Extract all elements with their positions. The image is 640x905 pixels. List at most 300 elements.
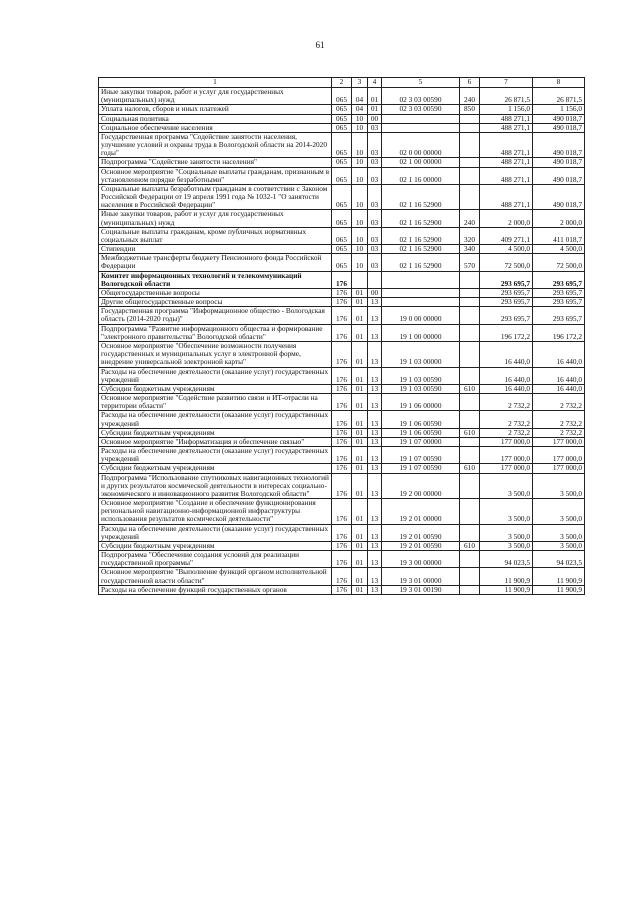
amount-year2-cell: 16 440,0 bbox=[533, 367, 585, 384]
expense-type-cell bbox=[460, 158, 480, 167]
section-code-cell: 01 bbox=[352, 307, 368, 324]
row-name-cell: Основное мероприятие "Социальные выплаты гражданам, признанным в установленном порядке безработными" bbox=[99, 167, 332, 184]
table-row bbox=[99, 341, 585, 367]
amount-year2-cell: 293 695,7 bbox=[533, 288, 585, 297]
amount-year2-cell: 11 900,9 bbox=[533, 568, 585, 585]
admin-code-cell: 176 bbox=[332, 447, 352, 464]
subsection-code-cell: 13 bbox=[368, 499, 382, 525]
subsection-code-cell bbox=[368, 271, 382, 288]
row-name-cell: Другие общегосударственные вопросы bbox=[99, 298, 332, 307]
column-number: 4 bbox=[368, 78, 382, 88]
row-name-cell: Расходы на обеспечение деятельности (оказание услуг) государственных учреждений bbox=[99, 447, 332, 464]
expense-type-cell bbox=[460, 298, 480, 307]
admin-code-cell: 176 bbox=[332, 585, 352, 594]
amount-year2-cell: 490 018,7 bbox=[533, 167, 585, 184]
row-name-cell: Межбюджетные трансферты бюджету Пенсионного фонда Российской Федерации bbox=[99, 254, 332, 271]
admin-code-cell: 176 bbox=[332, 367, 352, 384]
expense-type-cell bbox=[460, 167, 480, 184]
subsection-code-cell: 03 bbox=[368, 210, 382, 227]
row-name-cell: Комитет информационных технологий и телекоммуникаций Вологодской области bbox=[99, 271, 332, 288]
expense-type-cell bbox=[460, 367, 480, 384]
subsection-code-cell: 03 bbox=[368, 167, 382, 184]
section-code-cell: 01 bbox=[352, 394, 368, 411]
table-row bbox=[99, 245, 585, 254]
amount-year1-cell: 94 023,5 bbox=[480, 551, 533, 568]
target-article-cell: 19 2 01 00590 bbox=[382, 524, 460, 541]
table-row bbox=[99, 105, 585, 114]
amount-year2-cell: 72 500,0 bbox=[533, 254, 585, 271]
table-row bbox=[99, 585, 585, 594]
amount-year1-cell: 488 271,1 bbox=[480, 184, 533, 210]
subsection-code-cell: 01 bbox=[368, 88, 382, 105]
admin-code-cell: 065 bbox=[332, 210, 352, 227]
row-name-cell: Социальная политика bbox=[99, 114, 332, 123]
amount-year1-cell: 2 000,0 bbox=[480, 210, 533, 227]
amount-year2-cell: 3 500,0 bbox=[533, 524, 585, 541]
subsection-code-cell: 13 bbox=[368, 324, 382, 341]
amount-year1-cell: 177 000,0 bbox=[480, 447, 533, 464]
section-code-cell: 01 bbox=[352, 499, 368, 525]
section-code-cell: 01 bbox=[352, 473, 368, 499]
row-name-cell: Уплата налогов, сборов и иных платежей bbox=[99, 105, 332, 114]
row-name-cell: Субсидии бюджетным учреждениям bbox=[99, 464, 332, 473]
amount-year1-cell: 3 500,0 bbox=[480, 541, 533, 550]
admin-code-cell: 176 bbox=[332, 499, 352, 525]
section-code-cell: 01 bbox=[352, 298, 368, 307]
amount-year1-cell: 2 732,2 bbox=[480, 411, 533, 428]
row-name-cell: Государственная программа "Информационное общество - Вологодская область (2014-2020 годы)" bbox=[99, 307, 332, 324]
target-article-cell: 19 0 00 00000 bbox=[382, 307, 460, 324]
table-row bbox=[99, 123, 585, 132]
row-name-cell: Основное мероприятие "Содействие развитию связи и ИТ-отрасли на территории области" bbox=[99, 394, 332, 411]
expense-type-cell bbox=[460, 288, 480, 297]
row-name-cell: Подпрограмма "Использование спутниковых навигационных технологий и других результатов космической деятельности в интересах социально-экономического и инновационного развития Вологодской области" bbox=[99, 473, 332, 499]
target-article-cell: 19 2 01 00000 bbox=[382, 499, 460, 525]
table-row bbox=[99, 499, 585, 525]
row-name-cell: Расходы на обеспечение деятельности (оказание услуг) государственных учреждений bbox=[99, 411, 332, 428]
amount-year2-cell: 293 695,7 bbox=[533, 307, 585, 324]
table-row bbox=[99, 464, 585, 473]
subsection-code-cell: 03 bbox=[368, 158, 382, 167]
section-code-cell: 01 bbox=[352, 288, 368, 297]
amount-year1-cell: 488 271,1 bbox=[480, 132, 533, 158]
expense-type-cell: 850 bbox=[460, 105, 480, 114]
expense-type-cell bbox=[460, 473, 480, 499]
admin-code-cell: 065 bbox=[332, 123, 352, 132]
section-code-cell: 10 bbox=[352, 132, 368, 158]
table-row bbox=[99, 428, 585, 437]
row-name-cell: Основное мероприятие "Выполнение функций органом исполнительной государственной власти области" bbox=[99, 568, 332, 585]
expense-type-cell: 610 bbox=[460, 384, 480, 393]
expense-type-cell bbox=[460, 551, 480, 568]
amount-year2-cell: 490 018,7 bbox=[533, 114, 585, 123]
expense-type-cell bbox=[460, 184, 480, 210]
table-row bbox=[99, 568, 585, 585]
table-row bbox=[99, 394, 585, 411]
table-row bbox=[99, 227, 585, 244]
amount-year2-cell: 177 000,0 bbox=[533, 447, 585, 464]
admin-code-cell: 176 bbox=[332, 324, 352, 341]
amount-year1-cell: 16 440,0 bbox=[480, 367, 533, 384]
expense-type-cell: 240 bbox=[460, 88, 480, 105]
target-article-cell: 02 0 00 00000 bbox=[382, 132, 460, 158]
section-code-cell: 01 bbox=[352, 428, 368, 437]
row-name-cell: Стипендии bbox=[99, 245, 332, 254]
table-row bbox=[99, 88, 585, 105]
amount-year1-cell: 293 695,7 bbox=[480, 298, 533, 307]
section-code-cell: 01 bbox=[352, 411, 368, 428]
table-row bbox=[99, 473, 585, 499]
target-article-cell: 19 1 03 00590 bbox=[382, 367, 460, 384]
row-name-cell: Расходы на обеспечение функций государственных органов bbox=[99, 585, 332, 594]
subsection-code-cell: 13 bbox=[368, 384, 382, 393]
admin-code-cell: 065 bbox=[332, 167, 352, 184]
admin-code-cell: 176 bbox=[332, 394, 352, 411]
table-row bbox=[99, 524, 585, 541]
target-article-cell: 02 1 16 52900 bbox=[382, 184, 460, 210]
subsection-code-cell: 03 bbox=[368, 132, 382, 158]
section-code-cell: 01 bbox=[352, 541, 368, 550]
expense-type-cell: 320 bbox=[460, 227, 480, 244]
admin-code-cell: 065 bbox=[332, 114, 352, 123]
subsection-code-cell: 13 bbox=[368, 437, 382, 446]
amount-year1-cell: 11 900,9 bbox=[480, 585, 533, 594]
target-article-cell: 19 1 06 00000 bbox=[382, 394, 460, 411]
row-name-cell: Государственная программа "Содействие занятости населения, улучшение условий и охраны труда в Вологодской области на 2014-2020 годы" bbox=[99, 132, 332, 158]
table-row bbox=[99, 288, 585, 297]
amount-year1-cell: 3 500,0 bbox=[480, 499, 533, 525]
admin-code-cell: 065 bbox=[332, 254, 352, 271]
section-code-cell: 10 bbox=[352, 254, 368, 271]
amount-year2-cell: 490 018,7 bbox=[533, 132, 585, 158]
expense-type-cell bbox=[460, 524, 480, 541]
subsection-code-cell: 13 bbox=[368, 367, 382, 384]
row-name-cell: Подпрограмма "Развитие информационного общества и формирование "электронного правительства" Вологодской области" bbox=[99, 324, 332, 341]
target-article-cell: 19 1 07 00590 bbox=[382, 447, 460, 464]
expense-type-cell bbox=[460, 132, 480, 158]
subsection-code-cell: 03 bbox=[368, 123, 382, 132]
amount-year1-cell: 2 732,2 bbox=[480, 428, 533, 437]
column-number: 7 bbox=[480, 78, 533, 88]
expense-type-cell bbox=[460, 568, 480, 585]
section-code-cell: 10 bbox=[352, 184, 368, 210]
target-article-cell: 19 3 00 00000 bbox=[382, 551, 460, 568]
section-code-cell: 04 bbox=[352, 88, 368, 105]
amount-year2-cell: 293 695,7 bbox=[533, 271, 585, 288]
expense-type-cell bbox=[460, 123, 480, 132]
admin-code-cell: 065 bbox=[332, 105, 352, 114]
subsection-code-cell: 13 bbox=[368, 307, 382, 324]
amount-year1-cell: 11 900,9 bbox=[480, 568, 533, 585]
column-number: 8 bbox=[533, 78, 585, 88]
row-name-cell: Субсидии бюджетным учреждениям bbox=[99, 384, 332, 393]
section-code-cell: 01 bbox=[352, 524, 368, 541]
target-article-cell: 02 1 16 52900 bbox=[382, 210, 460, 227]
amount-year2-cell: 2 732,2 bbox=[533, 411, 585, 428]
subsection-code-cell: 13 bbox=[368, 568, 382, 585]
column-number: 3 bbox=[352, 78, 368, 88]
row-name-cell: Субсидии бюджетным учреждениям bbox=[99, 541, 332, 550]
table-row bbox=[99, 132, 585, 158]
amount-year1-cell: 1 156,0 bbox=[480, 105, 533, 114]
section-code-cell: 10 bbox=[352, 167, 368, 184]
expense-type-cell bbox=[460, 499, 480, 525]
subsection-code-cell: 13 bbox=[368, 585, 382, 594]
table-row bbox=[99, 210, 585, 227]
amount-year2-cell: 4 500,0 bbox=[533, 245, 585, 254]
amount-year1-cell: 488 271,1 bbox=[480, 123, 533, 132]
admin-code-cell: 176 bbox=[332, 384, 352, 393]
subsection-code-cell: 13 bbox=[368, 298, 382, 307]
section-code-cell: 01 bbox=[352, 341, 368, 367]
admin-code-cell: 065 bbox=[332, 132, 352, 158]
section-code-cell: 01 bbox=[352, 437, 368, 446]
expense-type-cell bbox=[460, 114, 480, 123]
subsection-code-cell: 03 bbox=[368, 227, 382, 244]
subsection-code-cell: 13 bbox=[368, 411, 382, 428]
section-code-cell: 01 bbox=[352, 464, 368, 473]
row-name-cell: Подпрограмма "Обеспечение создания условий для реализации государственной программы" bbox=[99, 551, 332, 568]
row-name-cell: Основное мероприятие "Создание и обеспечение функционирования региональной навигационно-информационной инфраструктуры использования результатов космической деятельности" bbox=[99, 499, 332, 525]
amount-year2-cell: 16 440,0 bbox=[533, 341, 585, 367]
table-row bbox=[99, 158, 585, 167]
target-article-cell: 19 1 03 00590 bbox=[382, 384, 460, 393]
target-article-cell: 19 2 01 00590 bbox=[382, 541, 460, 550]
row-name-cell: Иные закупки товаров, работ и услуг для государственных (муниципальных) нужд bbox=[99, 210, 332, 227]
admin-code-cell: 065 bbox=[332, 158, 352, 167]
target-article-cell bbox=[382, 298, 460, 307]
column-number: 6 bbox=[460, 78, 480, 88]
amount-year2-cell: 293 695,7 bbox=[533, 298, 585, 307]
amount-year1-cell: 2 732,2 bbox=[480, 394, 533, 411]
target-article-cell: 02 1 16 52900 bbox=[382, 227, 460, 244]
column-number-row bbox=[99, 78, 585, 88]
table-row bbox=[99, 541, 585, 550]
section-code-cell: 10 bbox=[352, 158, 368, 167]
section-code-cell: 01 bbox=[352, 585, 368, 594]
expense-type-cell bbox=[460, 307, 480, 324]
subsection-code-cell: 13 bbox=[368, 541, 382, 550]
admin-code-cell: 176 bbox=[332, 524, 352, 541]
amount-year1-cell: 488 271,1 bbox=[480, 114, 533, 123]
budget-table bbox=[98, 77, 585, 595]
target-article-cell: 19 3 01 00190 bbox=[382, 585, 460, 594]
row-name-cell: Иные закупки товаров, работ и услуг для государственных (муниципальных) нужд bbox=[99, 88, 332, 105]
amount-year2-cell: 16 440,0 bbox=[533, 384, 585, 393]
table-row bbox=[99, 184, 585, 210]
target-article-cell: 02 1 16 52900 bbox=[382, 254, 460, 271]
row-name-cell: Субсидии бюджетным учреждениям bbox=[99, 428, 332, 437]
admin-code-cell: 176 bbox=[332, 307, 352, 324]
amount-year2-cell: 196 172,2 bbox=[533, 324, 585, 341]
section-code-cell: 01 bbox=[352, 367, 368, 384]
target-article-cell: 19 2 00 00000 bbox=[382, 473, 460, 499]
subsection-code-cell: 13 bbox=[368, 394, 382, 411]
table-row bbox=[99, 254, 585, 271]
expense-type-cell bbox=[460, 437, 480, 446]
table-row bbox=[99, 384, 585, 393]
section-code-cell: 10 bbox=[352, 245, 368, 254]
admin-code-cell: 176 bbox=[332, 428, 352, 437]
table-row bbox=[99, 324, 585, 341]
admin-code-cell: 176 bbox=[332, 473, 352, 499]
admin-code-cell: 176 bbox=[332, 551, 352, 568]
expense-type-cell: 610 bbox=[460, 428, 480, 437]
amount-year1-cell: 4 500,0 bbox=[480, 245, 533, 254]
subsection-code-cell: 03 bbox=[368, 254, 382, 271]
subsection-code-cell: 00 bbox=[368, 288, 382, 297]
target-article-cell bbox=[382, 123, 460, 132]
target-article-cell: 02 3 03 00590 bbox=[382, 88, 460, 105]
amount-year2-cell: 94 023,5 bbox=[533, 551, 585, 568]
target-article-cell bbox=[382, 288, 460, 297]
table-row bbox=[99, 298, 585, 307]
table-row bbox=[99, 437, 585, 446]
row-name-cell: Общегосударственные вопросы bbox=[99, 288, 332, 297]
amount-year2-cell: 177 000,0 bbox=[533, 437, 585, 446]
target-article-cell: 19 1 07 00000 bbox=[382, 437, 460, 446]
amount-year2-cell: 2 000,0 bbox=[533, 210, 585, 227]
amount-year2-cell: 177 000,0 bbox=[533, 464, 585, 473]
table-row bbox=[99, 551, 585, 568]
amount-year1-cell: 3 500,0 bbox=[480, 524, 533, 541]
expense-type-cell bbox=[460, 341, 480, 367]
section-code-cell: 01 bbox=[352, 324, 368, 341]
amount-year1-cell: 488 271,1 bbox=[480, 167, 533, 184]
amount-year2-cell: 3 500,0 bbox=[533, 541, 585, 550]
section-code-cell: 10 bbox=[352, 123, 368, 132]
subsection-code-cell: 13 bbox=[368, 428, 382, 437]
admin-code-cell: 176 bbox=[332, 568, 352, 585]
target-article-cell bbox=[382, 271, 460, 288]
expense-type-cell: 570 bbox=[460, 254, 480, 271]
amount-year1-cell: 293 695,7 bbox=[480, 288, 533, 297]
target-article-cell: 19 1 00 00000 bbox=[382, 324, 460, 341]
target-article-cell: 02 1 16 00000 bbox=[382, 167, 460, 184]
table-row bbox=[99, 411, 585, 428]
admin-code-cell: 176 bbox=[332, 288, 352, 297]
expense-type-cell: 240 bbox=[460, 210, 480, 227]
amount-year2-cell: 411 018,7 bbox=[533, 227, 585, 244]
row-name-cell: Основное мероприятие "Обеспечение возможности получения государственных и муниципальных услуг в электронной форме, внедрение универсальной электронной карты" bbox=[99, 341, 332, 367]
expense-type-cell bbox=[460, 411, 480, 428]
admin-code-cell: 065 bbox=[332, 227, 352, 244]
table-row bbox=[99, 447, 585, 464]
amount-year1-cell: 293 695,7 bbox=[480, 271, 533, 288]
expense-type-cell: 340 bbox=[460, 245, 480, 254]
target-article-cell: 19 1 06 00590 bbox=[382, 428, 460, 437]
amount-year1-cell: 72 500,0 bbox=[480, 254, 533, 271]
target-article-cell: 02 1 00 00000 bbox=[382, 158, 460, 167]
amount-year2-cell: 2 732,2 bbox=[533, 394, 585, 411]
section-code-cell: 01 bbox=[352, 384, 368, 393]
section-code-cell: 10 bbox=[352, 210, 368, 227]
target-article-cell: 19 3 01 00000 bbox=[382, 568, 460, 585]
subsection-code-cell: 03 bbox=[368, 184, 382, 210]
target-article-cell: 19 1 07 00590 bbox=[382, 464, 460, 473]
amount-year2-cell: 2 732,2 bbox=[533, 428, 585, 437]
target-article-cell: 19 1 03 00000 bbox=[382, 341, 460, 367]
section-code-cell: 01 bbox=[352, 568, 368, 585]
expense-type-cell bbox=[460, 447, 480, 464]
subsection-code-cell: 13 bbox=[368, 464, 382, 473]
table-row bbox=[99, 271, 585, 288]
amount-year1-cell: 16 440,0 bbox=[480, 384, 533, 393]
expense-type-cell: 610 bbox=[460, 541, 480, 550]
amount-year2-cell: 3 500,0 bbox=[533, 473, 585, 499]
expense-type-cell bbox=[460, 271, 480, 288]
amount-year1-cell: 26 871,5 bbox=[480, 88, 533, 105]
amount-year2-cell: 1 156,0 bbox=[533, 105, 585, 114]
subsection-code-cell: 13 bbox=[368, 473, 382, 499]
column-number: 2 bbox=[332, 78, 352, 88]
admin-code-cell: 176 bbox=[332, 298, 352, 307]
subsection-code-cell: 13 bbox=[368, 551, 382, 568]
admin-code-cell: 065 bbox=[332, 88, 352, 105]
page-number: 61 bbox=[315, 40, 325, 50]
amount-year2-cell: 3 500,0 bbox=[533, 499, 585, 525]
row-name-cell: Расходы на обеспечение деятельности (оказание услуг) государственных учреждений bbox=[99, 524, 332, 541]
subsection-code-cell: 01 bbox=[368, 105, 382, 114]
table-row bbox=[99, 307, 585, 324]
amount-year2-cell: 11 900,9 bbox=[533, 585, 585, 594]
row-name-cell: Расходы на обеспечение деятельности (оказание услуг) государственных учреждений bbox=[99, 367, 332, 384]
admin-code-cell: 176 bbox=[332, 437, 352, 446]
amount-year1-cell: 196 172,2 bbox=[480, 324, 533, 341]
amount-year2-cell: 26 871,5 bbox=[533, 88, 585, 105]
admin-code-cell: 176 bbox=[332, 341, 352, 367]
expense-type-cell: 610 bbox=[460, 464, 480, 473]
subsection-code-cell: 13 bbox=[368, 524, 382, 541]
table-row bbox=[99, 114, 585, 123]
row-name-cell: Социальные выплаты гражданам, кроме публичных нормативных социальных выплат bbox=[99, 227, 332, 244]
amount-year1-cell: 409 271,1 bbox=[480, 227, 533, 244]
subsection-code-cell: 00 bbox=[368, 114, 382, 123]
row-name-cell: Социальное обеспечение населения bbox=[99, 123, 332, 132]
target-article-cell bbox=[382, 114, 460, 123]
section-code-cell: 10 bbox=[352, 114, 368, 123]
admin-code-cell: 176 bbox=[332, 411, 352, 428]
subsection-code-cell: 13 bbox=[368, 447, 382, 464]
section-code-cell: 10 bbox=[352, 227, 368, 244]
admin-code-cell: 176 bbox=[332, 271, 352, 288]
section-code-cell bbox=[352, 271, 368, 288]
target-article-cell: 19 1 06 00590 bbox=[382, 411, 460, 428]
amount-year1-cell: 177 000,0 bbox=[480, 437, 533, 446]
table-row bbox=[99, 367, 585, 384]
column-number: 1 bbox=[99, 78, 332, 88]
admin-code-cell: 065 bbox=[332, 245, 352, 254]
row-name-cell: Социальные выплаты безработным гражданам в соответствии с Законом Российской Федерации от 19 апреля 1991 года № 1032-1 "О занятости населения в Российской Федерации" bbox=[99, 184, 332, 210]
admin-code-cell: 176 bbox=[332, 464, 352, 473]
row-name-cell: Основное мероприятие "Информатизация и обеспечение связью" bbox=[99, 437, 332, 446]
amount-year2-cell: 490 018,7 bbox=[533, 123, 585, 132]
amount-year1-cell: 488 271,1 bbox=[480, 158, 533, 167]
expense-type-cell bbox=[460, 394, 480, 411]
row-name-cell: Подпрограмма "Содействие занятости населения" bbox=[99, 158, 332, 167]
amount-year1-cell: 16 440,0 bbox=[480, 341, 533, 367]
amount-year1-cell: 293 695,7 bbox=[480, 307, 533, 324]
admin-code-cell: 176 bbox=[332, 541, 352, 550]
amount-year2-cell: 490 018,7 bbox=[533, 184, 585, 210]
subsection-code-cell: 13 bbox=[368, 341, 382, 367]
amount-year1-cell: 3 500,0 bbox=[480, 473, 533, 499]
section-code-cell: 04 bbox=[352, 105, 368, 114]
admin-code-cell: 065 bbox=[332, 184, 352, 210]
section-code-cell: 01 bbox=[352, 551, 368, 568]
section-code-cell: 01 bbox=[352, 447, 368, 464]
subsection-code-cell: 03 bbox=[368, 245, 382, 254]
